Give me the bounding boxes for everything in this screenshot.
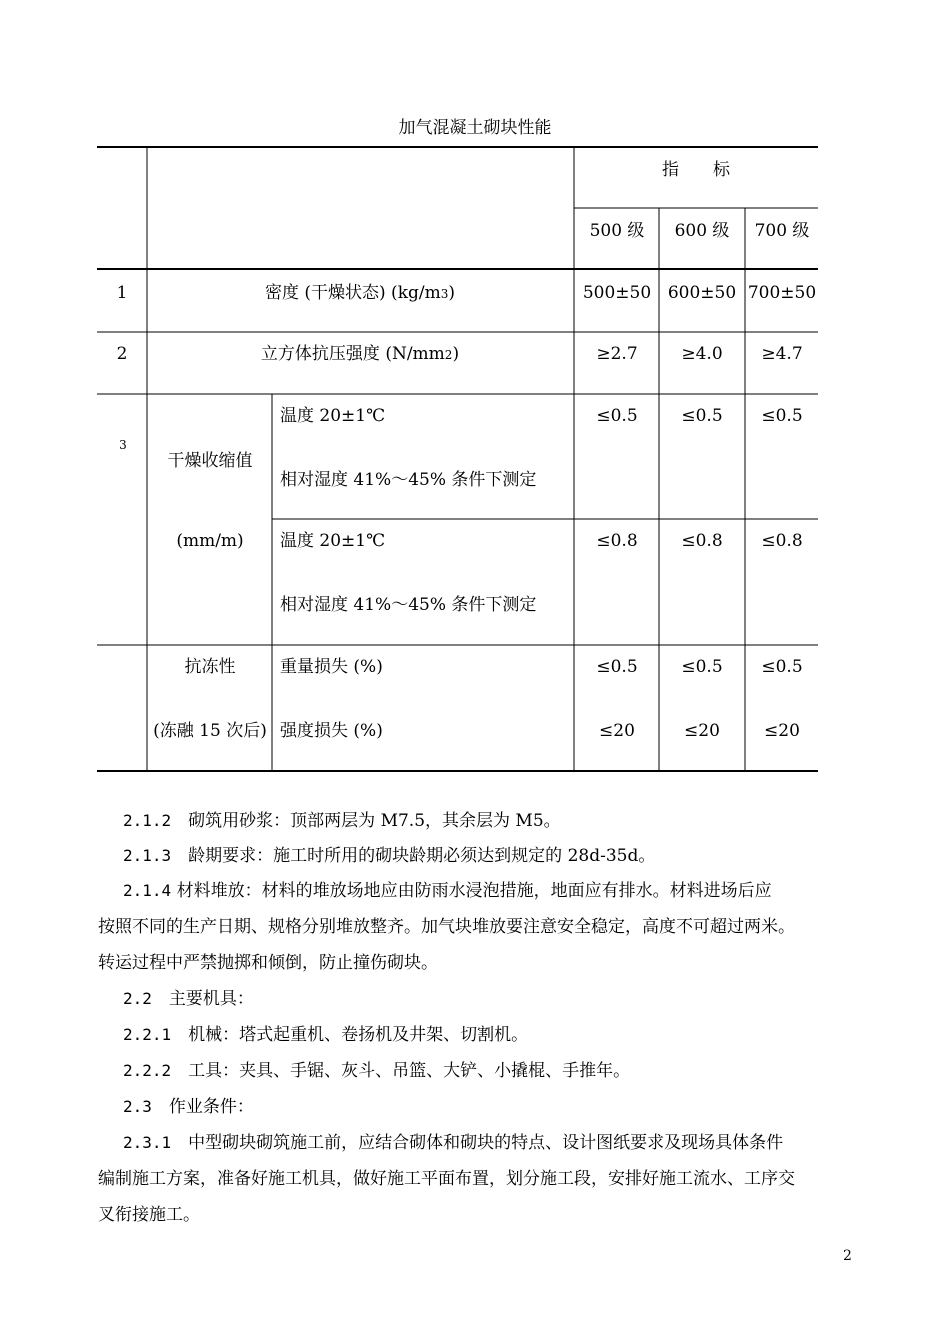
row1-value-700: 700±50 bbox=[747, 283, 817, 303]
paragraph-2-3-1: 2.3.1 中型砌块砌筑施工前，应结合砌体和砌块的特点、设计图纸要求及现场具体条件 bbox=[123, 1133, 784, 1153]
row4b-label: 强度损失 (%) bbox=[280, 721, 383, 741]
row2-value-700: ≥4.7 bbox=[761, 344, 803, 364]
heading-2-2: 2.2 主要机具： bbox=[123, 989, 254, 1009]
row1-number: 1 bbox=[116, 283, 128, 303]
row3-item: 干燥收缩值 bbox=[167, 451, 253, 471]
paragraph-2-3-1-line3: 叉衔接施工。 bbox=[98, 1205, 200, 1225]
header-grade-500: 500 级 bbox=[589, 221, 645, 241]
paragraph-2-1-2: 2.1.2 砌筑用砂浆：顶部两层为 M7.5，其余层为 M5。 bbox=[123, 811, 561, 831]
row4-item: 抗冻性 bbox=[184, 657, 236, 677]
paragraph-2-1-4-line3: 转运过程中严禁抛掷和倾倒，防止撞伤砌块。 bbox=[98, 953, 438, 973]
row2-item: 立方体抗压强度 (N/mm2) bbox=[260, 344, 460, 364]
row4a-value-600: ≤0.5 bbox=[681, 657, 723, 677]
row4a-value-500: ≤0.5 bbox=[596, 657, 638, 677]
row3a-condition-humidity: 相对湿度 41%～45% 条件下测定 bbox=[280, 470, 537, 490]
row3a-value-600: ≤0.5 bbox=[681, 406, 723, 426]
row4b-value-500: ≤20 bbox=[599, 721, 635, 741]
row3a-value-700: ≤0.5 bbox=[761, 406, 803, 426]
paragraph-2-2-1: 2.2.1 机械：塔式起重机、卷扬机及井架、切割机。 bbox=[123, 1025, 529, 1045]
row3-unit: (mm/m) bbox=[176, 531, 244, 551]
row3a-value-500: ≤0.5 bbox=[596, 406, 638, 426]
row4a-value-700: ≤0.5 bbox=[761, 657, 803, 677]
paragraph-2-2-2: 2.2.2 工具：夹具、手锯、灰斗、吊篮、大铲、小撬棍、手推年。 bbox=[123, 1061, 631, 1081]
paragraph-2-3-1-line2: 编制施工方案，准备好施工机具，做好施工平面布置，划分施工段，安排好施工流水、工序交 bbox=[98, 1169, 795, 1189]
document-title: 加气混凝土砌块性能 bbox=[398, 118, 552, 138]
row3b-value-700: ≤0.8 bbox=[761, 531, 803, 551]
row1-item: 密度 (干燥状态) (kg/m3) bbox=[264, 283, 456, 303]
header-index-label: 指 标 bbox=[662, 160, 730, 180]
row3b-condition-humidity: 相对湿度 41%～45% 条件下测定 bbox=[280, 595, 537, 615]
row4b-value-600: ≤20 bbox=[684, 721, 720, 741]
paragraph-2-1-3: 2.1.3 龄期要求：施工时所用的砌块龄期必须达到规定的 28d-35d。 bbox=[123, 846, 656, 866]
row2-number: 2 bbox=[116, 344, 128, 364]
paragraph-2-1-4: 2.1.4 材料堆放：材料的堆放场地应由防雨水浸泡措施，地面应有排水。材料进场后应 bbox=[123, 881, 772, 901]
row4b-value-700: ≤20 bbox=[764, 721, 800, 741]
row3a-condition-temp: 温度 20±1℃ bbox=[280, 406, 386, 426]
row3-number: 3 bbox=[119, 438, 127, 452]
paragraph-2-1-4-line2: 按照不同的生产日期、规格分别堆放整齐。加气块堆放要注意安全稳定，高度不可超过两米。 bbox=[98, 917, 795, 937]
row3b-condition-temp: 温度 20±1℃ bbox=[280, 531, 386, 551]
row4a-label: 重量损失 (%) bbox=[280, 657, 383, 677]
row3b-value-600: ≤0.8 bbox=[681, 531, 723, 551]
row1-value-500: 500±50 bbox=[582, 283, 652, 303]
page-number: 2 bbox=[843, 1248, 852, 1264]
row1-value-600: 600±50 bbox=[667, 283, 737, 303]
row2-value-600: ≥4.0 bbox=[681, 344, 723, 364]
row4-unit: (冻融 15 次后) bbox=[153, 721, 267, 741]
heading-2-3: 2.3 作业条件： bbox=[123, 1097, 254, 1117]
header-grade-700: 700 级 bbox=[754, 221, 810, 241]
row2-value-500: ≥2.7 bbox=[596, 344, 638, 364]
row3b-value-500: ≤0.8 bbox=[596, 531, 638, 551]
header-grade-600: 600 级 bbox=[674, 221, 730, 241]
